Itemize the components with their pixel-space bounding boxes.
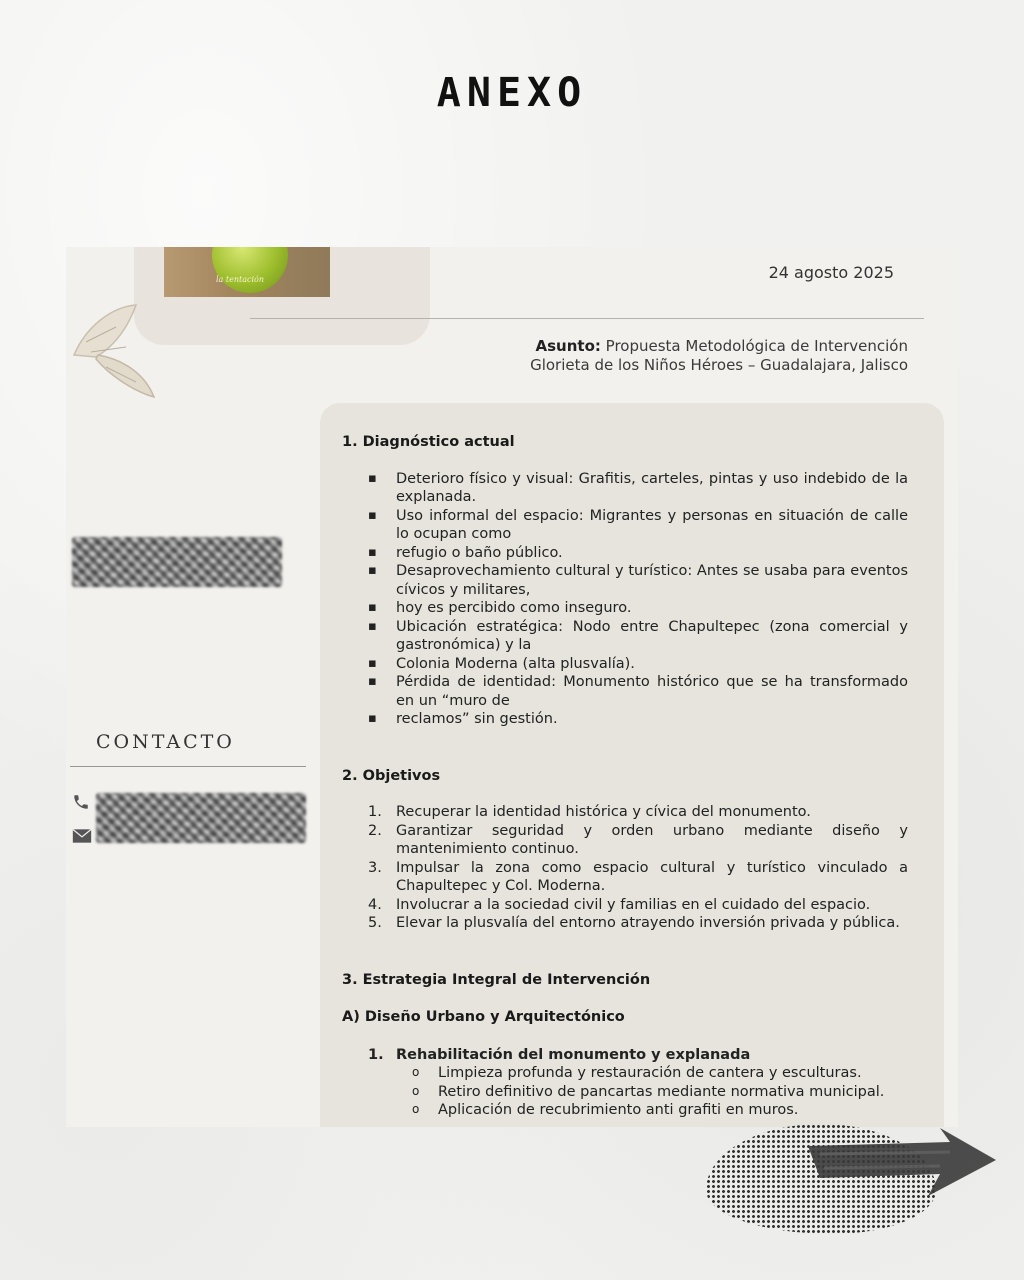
document-scan: [66, 247, 958, 1127]
photo-card: [134, 247, 430, 345]
item-title: Rehabilitación del monumento y explanada: [396, 1046, 751, 1063]
item-number: 4.: [368, 896, 382, 913]
subject-line-2: Glorieta de los Niños Héroes – Guadalajara, Jalisco: [530, 356, 908, 374]
list-item: o Retiro definitivo de pancartas mediante normativa municipal.: [342, 1083, 908, 1102]
list-item: o Limpieza profunda y restauración de cantera y esculturas.: [342, 1064, 908, 1083]
strategy-sub-list: [342, 1064, 908, 1120]
content-body: [342, 433, 908, 1120]
list-item: ▪ Desaprovechamiento cultural y turístico: Antes se usaba para eventos cívicos y militares,: [342, 562, 908, 599]
strategy-item-title: [342, 1046, 908, 1065]
section-heading-estrategia: 3. Estrategia Integral de Intervención: [342, 971, 651, 988]
list-item: [342, 859, 908, 896]
butterfly-icon: [66, 297, 166, 417]
item-text: Elevar la plusvalía del entorno atrayendo inversión privada y pública.: [396, 915, 900, 931]
mail-icon: [72, 828, 92, 846]
list-item: ▪ Pérdida de identidad: Monumento histórico que se ha transformado en un “muro de: [342, 673, 908, 710]
item-text: Involucrar a la sociedad civil y familias en el cuidado del espacio.: [396, 896, 871, 913]
contact-divider: [70, 766, 306, 767]
header-divider: [250, 318, 924, 319]
content-panel: [320, 403, 944, 1127]
item-number: 1.: [368, 804, 382, 820]
list-item: ▪ refugio o baño público.: [342, 544, 908, 563]
redacted-logo: [72, 537, 282, 587]
phone-icon: [72, 793, 92, 811]
subject-block: [530, 337, 908, 375]
list-item: ▪ Colonia Moderna (alta plusvalía).: [342, 655, 908, 674]
list-item: [342, 803, 908, 822]
header-photo: [164, 247, 330, 297]
photo-caption: la tentación: [216, 275, 264, 284]
item-number: 1.: [368, 1046, 384, 1063]
subject-line-1: [530, 337, 908, 356]
objetivos-list: [342, 803, 908, 933]
item-text: Recuperar la identidad histórica y cívica del monumento.: [396, 804, 811, 820]
subject-label: Asunto:: [535, 337, 601, 355]
item-number: 2.: [368, 822, 382, 839]
list-item: ▪ hoy es percibido como inseguro.: [342, 599, 908, 618]
list-item: ▪ Uso informal del espacio: Migrantes y personas en situación de calle lo ocupan como: [342, 507, 908, 544]
item-text: Garantizar seguridad y orden urbano mediante diseño y mantenimiento continuo.: [396, 822, 908, 857]
section-heading-diagnostico: 1. Diagnóstico actual: [342, 434, 515, 450]
contact-heading: CONTACTO: [96, 731, 235, 753]
item-text: Impulsar la zona como espacio cultural y turístico vinculado a Chapultepec y Col. Moderna.: [396, 859, 908, 894]
list-item: [342, 914, 908, 933]
list-item: o Aplicación de recubrimiento anti grafiti en muros.: [342, 1101, 908, 1120]
subsection-heading: A) Diseño Urbano y Arquitectónico: [342, 1009, 625, 1025]
item-number: 3.: [368, 859, 382, 876]
document-date: 24 agosto 2025: [768, 263, 894, 282]
page-title: ANEXO: [436, 70, 588, 116]
lime-image: [212, 247, 288, 293]
subject-text: Propuesta Metodológica de Intervención: [605, 337, 908, 355]
section-heading-objetivos: 2. Objetivos: [342, 767, 441, 784]
list-item: ▪ reclamos” sin gestión.: [342, 710, 908, 729]
list-item: ▪ Ubicación estratégica: Nodo entre Chapultepec (zona comercial y gastronómica) y la: [342, 618, 908, 655]
list-item: [342, 822, 908, 859]
redacted-contact-info: [96, 793, 306, 843]
list-item: ▪ Deterioro físico y visual: Grafitis, carteles, pintas y uso indebido de la explanada.: [342, 470, 908, 507]
diagnostico-list: [342, 470, 908, 729]
list-item: [342, 896, 908, 915]
arrow-icon: [800, 1124, 1000, 1214]
item-number: 5.: [368, 915, 382, 931]
